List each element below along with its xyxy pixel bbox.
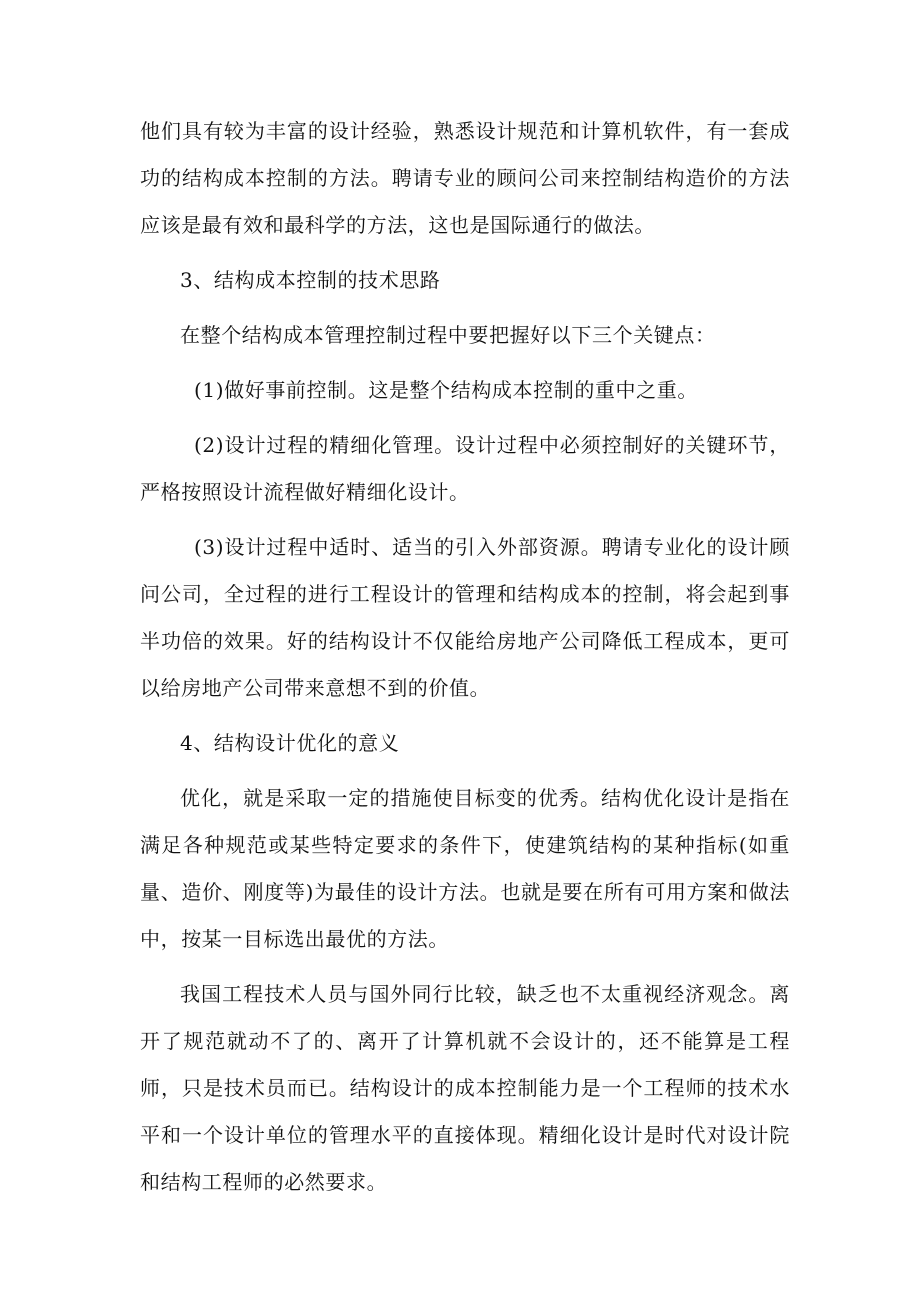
paragraph-continuation: 他们具有较为丰富的设计经验，熟悉设计规范和计算机软件，有一套成功的结构成本控制的方法。聘请专业的顾问公司来控制结构造价的方法应该是最有效和最科学的方法，这也是国际通行的做法。 (140, 119, 790, 237)
list-item-1: (1)做好事前控制。这是整个结构成本控制的重中之重。 (194, 378, 698, 402)
paragraph-optimization: 优化，就是采取一定的措施使目标变的优秀。结构优化设计是指在满足各种规范或某些特定要求的条件下，使建筑结构的某种指标(如重量、造价、刚度等)为最佳的设计方法。也就是要在所有可用方案和做法中，按某一目标选出最优的方法。 (140, 786, 790, 951)
list-item-2: (2)设计过程的精细化管理。设计过程中必须控制好的关键环节，严格按照设计流程做好精细化设计。 (140, 433, 790, 504)
paragraph-engineers: 我国工程技术人员与国外同行比较，缺乏也不太重视经济观念。离开了规范就动不了的、离开了计算机就不会设计的，还不能算是工程师，只是技术员而已。结构设计的成本控制能力是一个工程师的技术水平和一个设计单位的管理水平的直接体现。精细化设计是时代对设计院和结构工程师的必然要求。 (140, 982, 790, 1194)
list-item-3: (3)设计过程中适时、适当的引入外部资源。聘请专业化的设计顾问公司，全过程的进行工程设计的管理和结构成本的控制，将会起到事半功倍的效果。好的结构设计不仅能给房地产公司降低工程成本，更可以给房地产公司带来意想不到的价值。 (140, 535, 790, 700)
section-heading-3: 3、结构成本控制的技术思路 (180, 268, 441, 292)
paragraph-key-points-intro: 在整个结构成本管理控制过程中要把握好以下三个关键点： (180, 323, 716, 347)
document-body (140, 108, 790, 1214)
section-heading-4: 4、结构设计优化的意义 (180, 731, 400, 755)
